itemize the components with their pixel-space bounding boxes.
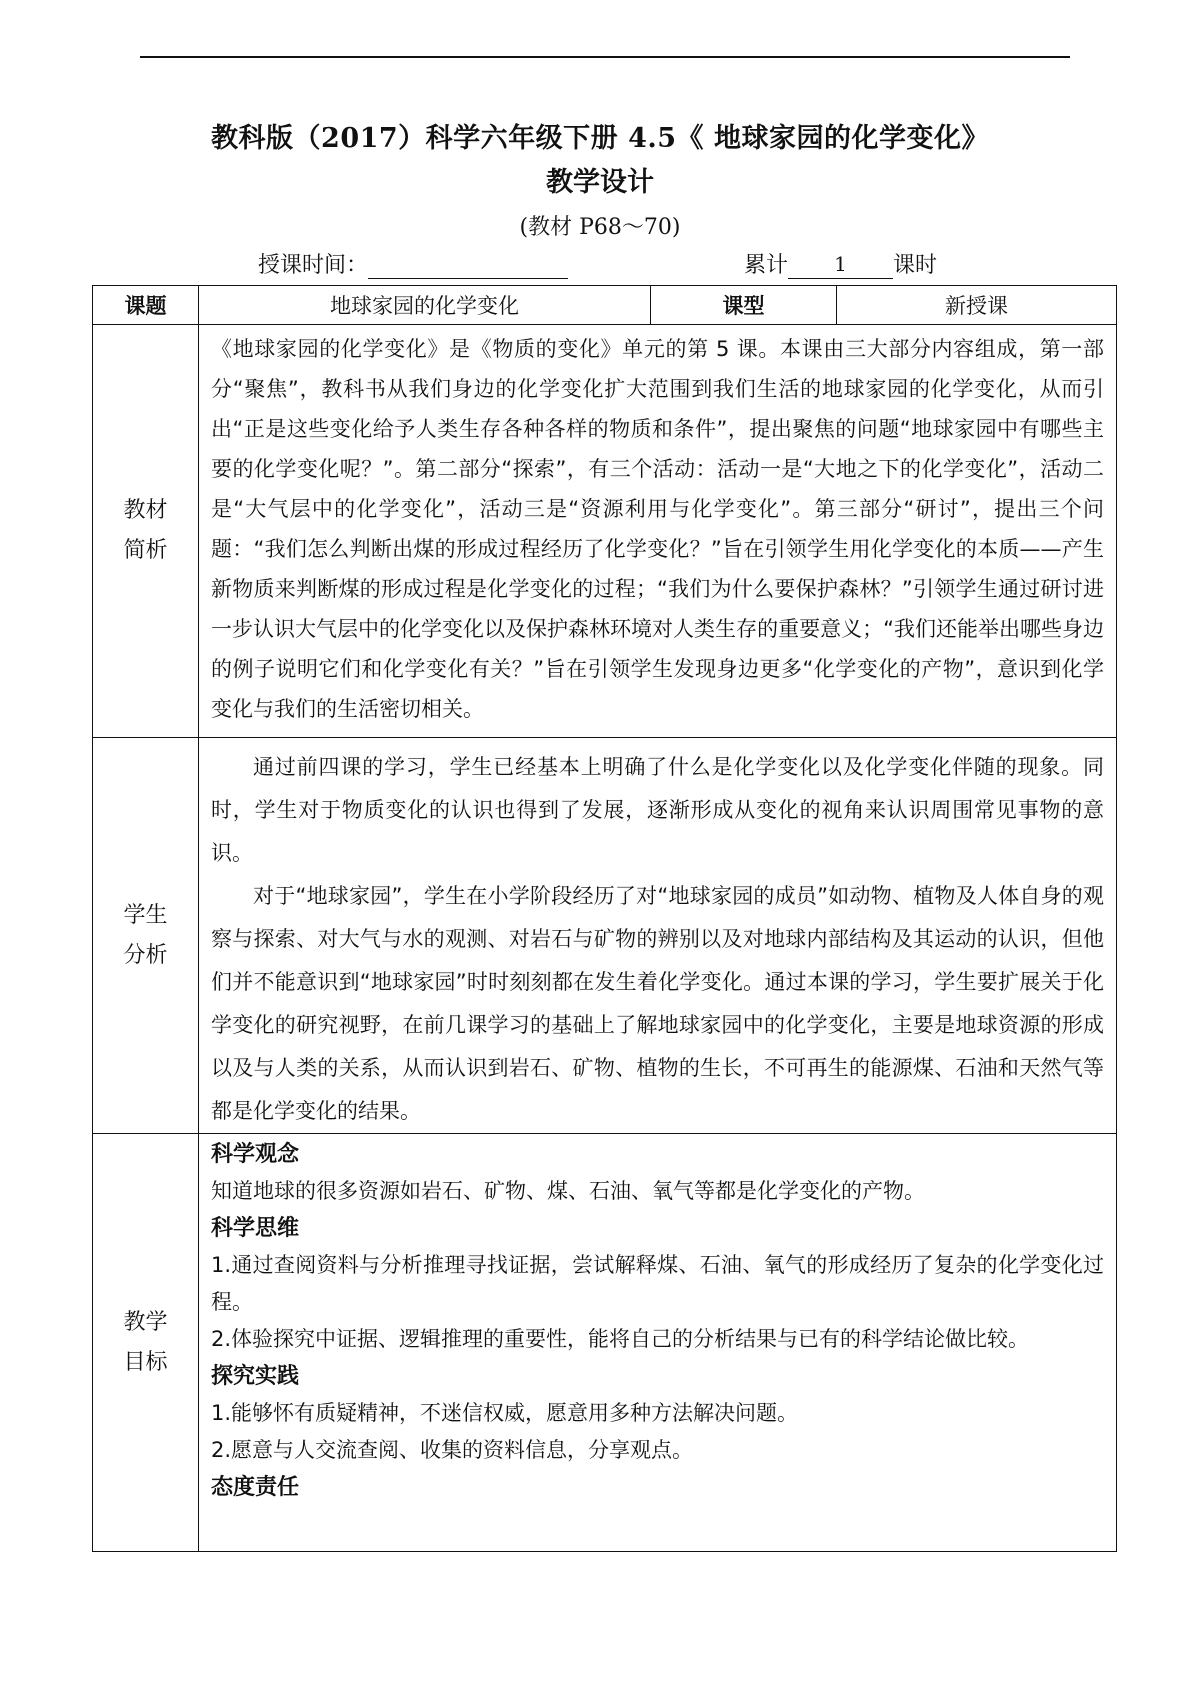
student-label: 学生 分析 [93,738,199,1134]
table-row [93,1134,1117,1552]
material-analysis: 《地球家园的化学变化》是《物质的变化》单元的第 5 课。本课由三大部分内容组成，第一部分“聚焦”，教科书从我们身边的化学变化扩大范围到我们生活的地球家园的化学变化，从而引出“正是这些变化给予人类生存各种各样的物质和条件”，提出聚焦的问题“地球家园中有哪些主要的化学变化呢？”。第二部分“探索”，有三个活动：活动一是“大地之下的化学变化”，活动二是“大气层中的化学变化”，活动三是“资源利用与化学变化”。第三部分“研讨”，提出三个问题：“我们怎么判断出煤的形成过程经历了化学变化？”旨在引领学生用化学变化的本质——产生新物质来判断煤的形成过程是化学变化的过程；“我们为什么要保护森林？”引领学生通过研讨进一步认识大气层中的化学变化以及保护森林环境对人类生存的重要意义；“我们还能举出哪些身边的例子说明它们和化学变化有关？”旨在引领学生发现身边更多“化学变化的产物”，意识到化学变化与我们的生活密切相关。 [199,325,1117,738]
teaching-goals: 科学观念 知道地球的很多资源如岩石、矿物、煤、石油、氧气等都是化学变化的产物。 科学思维 1.通过查阅资料与分析推理寻找证据，尝试解释煤、石油、氧气的形成经历了复杂的化学变化过程。 2.体验探究中证据、逻辑推理的重要性，能将自己的分析结果与已有的科学结论做比较。 探究实践 1.能够怀有质疑精神，不迷信权威，愿意用多种方法解决问题。 2.愿意与人交流查阅、收集的资料信息，分享观点。 态度责任 [199,1134,1117,1552]
table-row [93,286,1117,325]
topic-label: 课题 [93,286,199,325]
lesson-count-value: 1 [788,252,893,279]
goal-heading: 科学观念 [211,1142,300,1167]
student-analysis: 通过前四课的学习，学生已经基本上明确了什么是化学变化以及化学变化伴随的现象。同时，学生对于物质变化的认识也得到了发展，逐渐形成从变化的视角来认识周围常见事物的意识。 对于“地球家园”，学生在小学阶段经历了对“地球家园的成员”如动物、植物及人体自身的观察与探索、对大气与水的观测、对岩石与矿物的辨别以及对地球内部结构及其运动的认识，但他们并不能意识到“地球家园”时时刻刻都在发生着化学变化。通过本课的学习，学生要扩展关于化学变化的研究视野，在前几课学习的基础上了解地球家园中的化学变化，主要是地球资源的形成以及与人类的关系，从而认识到岩石、矿物、植物的生长，不可再生的能源煤、石油和天然气等都是化学变化的结果。 [199,738,1117,1134]
lesson-plan-table [92,285,1117,1552]
textbook-pages: (教材 P68～70) [519,215,681,240]
goal-heading: 探究实践 [211,1364,300,1389]
lesson-count [744,248,937,279]
table-row [93,738,1117,1134]
material-label: 教材 简析 [93,325,199,738]
header-rule [140,56,1070,58]
type-value: 新授课 [837,286,1117,325]
type-label: 课型 [651,286,837,325]
lesson-time [258,248,568,279]
lesson-time-label: 授课时间： [258,253,369,278]
table-row [93,325,1117,738]
topic-value: 地球家园的化学变化 [199,286,651,325]
goals-label: 教学 目标 [93,1134,199,1552]
lesson-count-suffix: 课时 [893,253,938,278]
document-subtitle: 教学设计 [546,167,654,198]
lesson-time-blank [368,252,568,279]
goal-heading: 科学思维 [211,1216,300,1241]
goal-heading: 态度责任 [211,1475,300,1500]
document-title: 教科版（2017）科学六年级下册 4.5《 地球家园的化学变化》 [211,123,989,154]
lesson-count-prefix: 累计 [744,253,789,278]
